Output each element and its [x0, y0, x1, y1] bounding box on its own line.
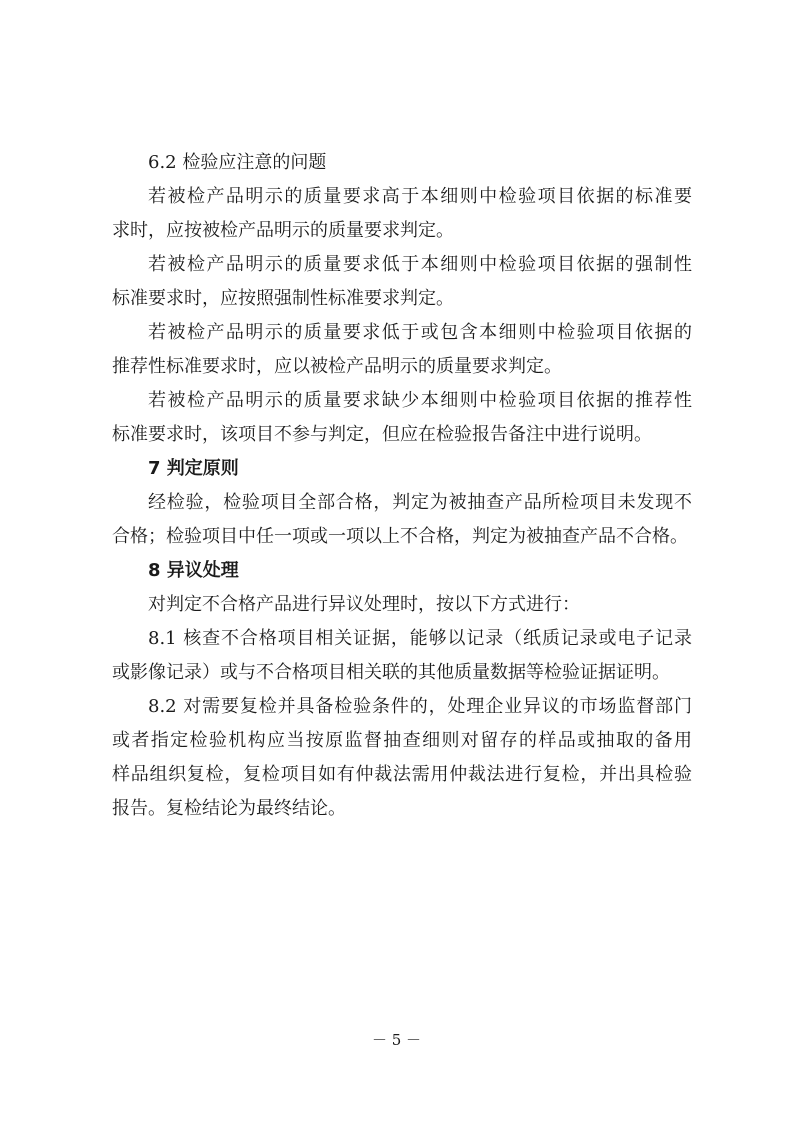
page-number: － 5 －: [371, 1031, 422, 1049]
paragraph-line: 若被检产品明示的质量要求低于或包含本细则中检验项目依据的: [148, 322, 692, 343]
paragraph-line: 或影像记录）或与不合格项目相关联的其他质量数据等检验证据证明。: [112, 662, 670, 683]
paragraph: [112, 248, 692, 316]
paragraph-line: 或者指定检验机构应当按原监督抽查细则对留存的样品或抽取的备用: [112, 730, 692, 751]
paragraph: [112, 588, 692, 622]
paragraph: [112, 180, 692, 248]
paragraph-line: 标准要求时，应按照强制性标准要求判定。: [112, 288, 454, 309]
paragraph-line: 报告。复检结论为最终结论。: [112, 798, 346, 819]
paragraph-line: 若被检产品明示的质量要求缺少本细则中检验项目依据的推荐性: [148, 390, 692, 411]
paragraph-line: 经检验，检验项目全部合格，判定为被抽查产品所检项目未发现不: [148, 492, 692, 513]
document-body: [112, 146, 692, 826]
paragraph-line: 合格；检验项目中任一项或一项以上不合格，判定为被抽查产品不合格。: [112, 526, 688, 547]
paragraph: [112, 316, 692, 384]
paragraph-line: 8.2 对需要复检并具备检验条件的，处理企业异议的市场监督部门: [148, 696, 692, 717]
paragraph: [112, 690, 692, 826]
section-heading-7: 7 判定原则: [148, 458, 239, 479]
section-heading-8: 8 异议处理: [148, 560, 239, 581]
paragraph-line: 若被检产品明示的质量要求高于本细则中检验项目依据的标准要: [148, 186, 692, 207]
paragraph: [112, 622, 692, 690]
paragraph-line: 样品组织复检，复检项目如有仲裁法需用仲裁法进行复检，并出具检验: [112, 764, 692, 785]
paragraph-line: 8.1 核查不合格项目相关证据，能够以记录（纸质记录或电子记录: [148, 628, 692, 649]
paragraph: [112, 384, 692, 452]
paragraph-line: 对判定不合格产品进行异议处理时，按以下方式进行：: [148, 594, 580, 615]
paragraph-line: 求时，应按被检产品明示的质量要求判定。: [112, 220, 454, 241]
section-heading-6-2: 6.2 检验应注意的问题: [148, 152, 327, 173]
paragraph-line: 若被检产品明示的质量要求低于本细则中检验项目依据的强制性: [148, 254, 692, 275]
paragraph-line: 标准要求时，该项目不参与判定，但应在检验报告备注中进行说明。: [112, 424, 652, 445]
paragraph-line: 推荐性标准要求时，应以被检产品明示的质量要求判定。: [112, 356, 562, 377]
paragraph: [112, 486, 692, 554]
